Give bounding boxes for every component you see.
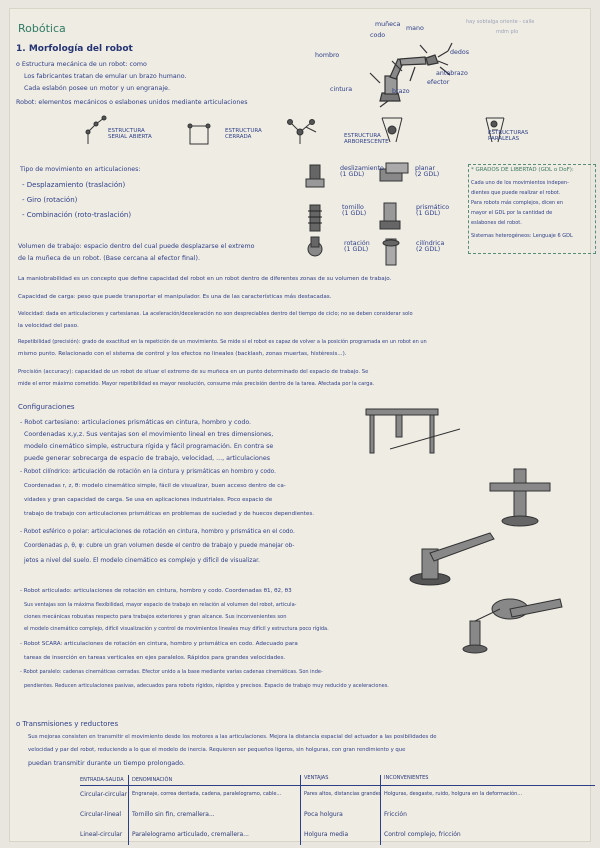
config-line: - Robot cartesiano: articulaciones prismáticas en cintura, hombro y codo.: [20, 419, 252, 426]
dof-note-title: * GRADOS DE LIBERTAD (GDL o DoF):: [471, 167, 574, 173]
config-line: vidades y gran capacidad de carga. Se usa en aplicaciones industriales. Poco espacio de: [24, 497, 273, 503]
structure-serial-label: ESTRUCTURA SERIAL ABIERTA: [108, 128, 152, 140]
joint-screw-label: tornillo (1 GDL): [342, 204, 367, 218]
corner-note-2: mdm plo: [496, 29, 519, 35]
dof-note-line-6: Sistemas heterogéneos: Lenguaje 6 GDL: [471, 233, 573, 239]
movement-item-3: - Combinación (roto-traslación): [22, 211, 132, 219]
config-line: puede generar sobrecarga de espacio de trabajo, velocidad, ..., articulaciones: [24, 455, 271, 462]
config-line: Coordenadas x,y,z. Sus ventajas son el movimiento lineal en tres dimensiones,: [24, 431, 274, 438]
robot-label-muneca: muñeca: [375, 21, 401, 28]
dof-note-line-2: dientes que puede realizar el robot.: [471, 190, 561, 196]
config-line: modelo cinemático simple, estructura rígida y fácil programación. En contra se: [24, 443, 274, 450]
intro-line-2: Los fabricantes tratan de emular un brazo humano.: [24, 73, 187, 80]
intro-line-1: o Estructura mecánica de un robot: como: [16, 61, 147, 68]
joint-slide-label: deslizamiento (1 GDL): [340, 165, 384, 179]
transmissions-line-1: Sus mejoras consisten en transmitir el movimiento desde los motores a las articulaciones. Mejora la distancia espacial del actuador a las posibilidades de: [28, 734, 437, 740]
structure-parallel-label: ESTRUCTURAS PARALELAS: [488, 130, 529, 142]
intro-line-4: Robot: elementos mecánicos o eslabones unidos mediante articulaciones: [16, 99, 248, 106]
config-line: - Robot cilíndrico: articulación de rotación en la cintura y prismáticas en hombro y codo.: [20, 469, 276, 475]
body-line: mide el error máximo cometido. Mayor repetibilidad es mayor resolución, consume más precisión dentro de la tarea. Afectada por la carga.: [18, 381, 375, 387]
table-header: DENOMINACIÓN: [132, 777, 173, 783]
page-title: Robótica: [18, 22, 66, 35]
config-line: Sus ventajas son la máxima flexibilidad, mayor espacio de trabajo en relación al volumen del robot, articula-: [24, 602, 297, 608]
dof-note-line-5: eslabones del robot.: [471, 220, 522, 226]
notebook-page: [10, 9, 590, 841]
body-line: La maniobrabilidad es un concepto que define capacidad del robot en un robot dentro de diferentes zonas de su volumen de trabajo.: [18, 276, 392, 282]
table-cell: Pares altos, distancias grandes: [304, 791, 382, 797]
config-line: ciones mecánicas robustas respecto para trabajos exteriores y gran alcance. Sus inconvenientes son: [24, 614, 287, 620]
movement-title: Tipo de movimiento en articulaciones:: [20, 166, 141, 173]
body-line: de la muñeca de un robot. (Base cercana al efector final).: [18, 255, 200, 262]
table-cell: Fricción: [384, 811, 407, 818]
body-line: Capacidad de carga: peso que puede transportar el manipulador. Es una de las características más destacadas.: [18, 294, 332, 300]
robot-label-mano: mano: [406, 25, 424, 32]
table-cell: Circular-circular: [80, 791, 128, 798]
table-cell: Circular-lineal: [80, 811, 122, 818]
transmissions-line-3: puedan transmitir durante un tiempo prolongado.: [28, 760, 185, 767]
table-cell: Engranaje, correa dentada, cadena, paralelogramo, cable...: [132, 791, 282, 797]
table-cell: Control complejo, fricción: [384, 831, 461, 838]
transmissions-title: o Transmisiones y reductores: [16, 720, 119, 728]
table-cell: Holgura media: [304, 831, 349, 838]
corner-note: hay sobtalga oriente - calle: [466, 19, 535, 25]
config-line: pendientes. Reducen articulaciones pasivas, adecuados para robots rígidos, rápidos y precisos. Espacio de trabajo muy reducido y aceleraciones.: [24, 683, 389, 689]
robot-label-hombro: hombro: [315, 52, 340, 59]
config-line: tareas de inserción en tareas verticales en ejes paralelos. Rápidos para grandes velocidades.: [24, 655, 286, 661]
robot-label-antebrazo: antebrazo: [436, 70, 468, 77]
robot-label-dedos: dedos: [450, 49, 470, 56]
robot-label-efector: efector: [427, 79, 450, 86]
body-line: mismo punto. Relacionado con el sistema de control y los efectos no lineales (backlash, zonas muertas, histéresis...).: [18, 351, 347, 357]
table-cell: Tornillo sin fin, cremallera...: [132, 811, 215, 818]
body-line: Precisión (accuracy): capacidad de un robot de situar el extremo de su muñeca en un punto determinado del espacio de trabajo. Se: [18, 369, 369, 375]
body-line: la velocidad del paso.: [18, 323, 79, 329]
table-header: INCONVENIENTES: [384, 775, 429, 781]
cartesian-robot-sketch: [350, 399, 510, 459]
joint-rotation-label: rotación (1 GDL): [344, 240, 370, 254]
table-header: VENTAJAS: [304, 775, 329, 781]
articulated-robot-sketch: [450, 579, 590, 659]
dof-note-box: [468, 164, 596, 254]
dof-note-line-4: mayor el GDL por la cantidad de: [471, 210, 553, 216]
config-line: - Robot paralelo: cadenas cinemáticas cerradas. Efector unido a la base mediante varias cadenas cinemáticas. Son inde-: [20, 669, 323, 675]
intro-line-3: Cada eslabón posee un motor y un engranaje.: [24, 85, 170, 92]
movement-item-1: - Desplazamiento (traslación): [22, 181, 126, 189]
structure-closed-label: ESTRUCTURA CERRADA: [225, 128, 262, 140]
config-line: el modelo cinemático complejo, difícil visualización y control de movimientos lineales muy difícil y estructura poco rígida.: [24, 626, 329, 632]
body-line: Velocidad: dada en articulaciones y cartesianas. La aceleración/deceleración no son despreciables dentro del tiempo de ciclo; no se deben considerar solo: [18, 311, 413, 317]
table-cell: Lineal-circular: [80, 831, 123, 838]
config-line: - Robot SCARA: articulaciones de rotación en cintura, hombro y prismática en codo. Adecuado para: [20, 641, 298, 647]
configs-title: Configuraciones: [18, 403, 75, 411]
table-header: ENTRADA-SALIDA: [80, 777, 124, 783]
config-line: trabajo de trabajo con articulaciones prismáticas en problemas de suciedad y de huecos dependientes.: [24, 511, 315, 517]
robot-label-codo: codo: [370, 32, 386, 39]
table-cell: Poca holgura: [304, 811, 343, 818]
config-line: Coordenadas ρ, θ, φ: cubre un gran volumen desde el centro de trabajo y puede manejar ob-: [24, 543, 295, 549]
section-heading-morphology: 1. Morfología del robot: [16, 44, 133, 54]
movement-item-2: - Giro (rotación): [22, 196, 78, 204]
joint-prismatic-label: prismático (1 GDL): [416, 204, 450, 218]
config-line: Coordenadas r, z, θ: modelo cinemático simple, fácil de visualizar, buen acceso dentro de ca-: [24, 483, 286, 489]
body-line: Volumen de trabajo: espacio dentro del cual puede desplazarse el extremo: [18, 243, 255, 250]
config-line: jetos a nivel del suelo. El modelo cinemático es complejo y difícil de visualizar.: [24, 557, 260, 564]
joint-planar-label: planar (2 GDL): [415, 165, 440, 179]
table-cell: Paralelogramo articulado, cremallera...: [132, 831, 249, 838]
config-line: - Robot articulado: articulaciones de rotación en cintura, hombro y codo. Coordenadas θ1, θ2, θ3: [20, 588, 292, 594]
dof-note-line-1: Cada uno de los movimientos indepen-: [471, 180, 569, 186]
config-line: - Robot esférico o polar: articulaciones de rotación en cintura, hombro y prismática en el codo.: [20, 529, 295, 535]
transmissions-table: [80, 775, 595, 845]
structure-tree-label: ESTRUCTURA ARBORESCENTE: [344, 133, 389, 145]
robot-label-cintura: cintura: [330, 86, 353, 93]
joint-cylindrical-label: cilíndrica (2 GDL): [416, 240, 445, 254]
robot-label-brazo: brazo: [392, 88, 410, 95]
dof-note-line-3: Para robots más complejos, dicen en: [471, 200, 564, 206]
body-line: Repetibilidad (precisión): grado de exactitud en la repetición de un movimiento. Se mide si el robot es capaz de volver a la posición programada en un robot en un: [18, 339, 427, 345]
transmissions-line-2: velocidad y par del robot, reduciendo a lo que el modelo de inercia. Requieren ser pequeños ligeros, sin holguras, con gran rendimiento y que: [28, 747, 406, 753]
table-cell: Holguras, desgaste, ruido, holgura en la deformación...: [384, 791, 523, 797]
